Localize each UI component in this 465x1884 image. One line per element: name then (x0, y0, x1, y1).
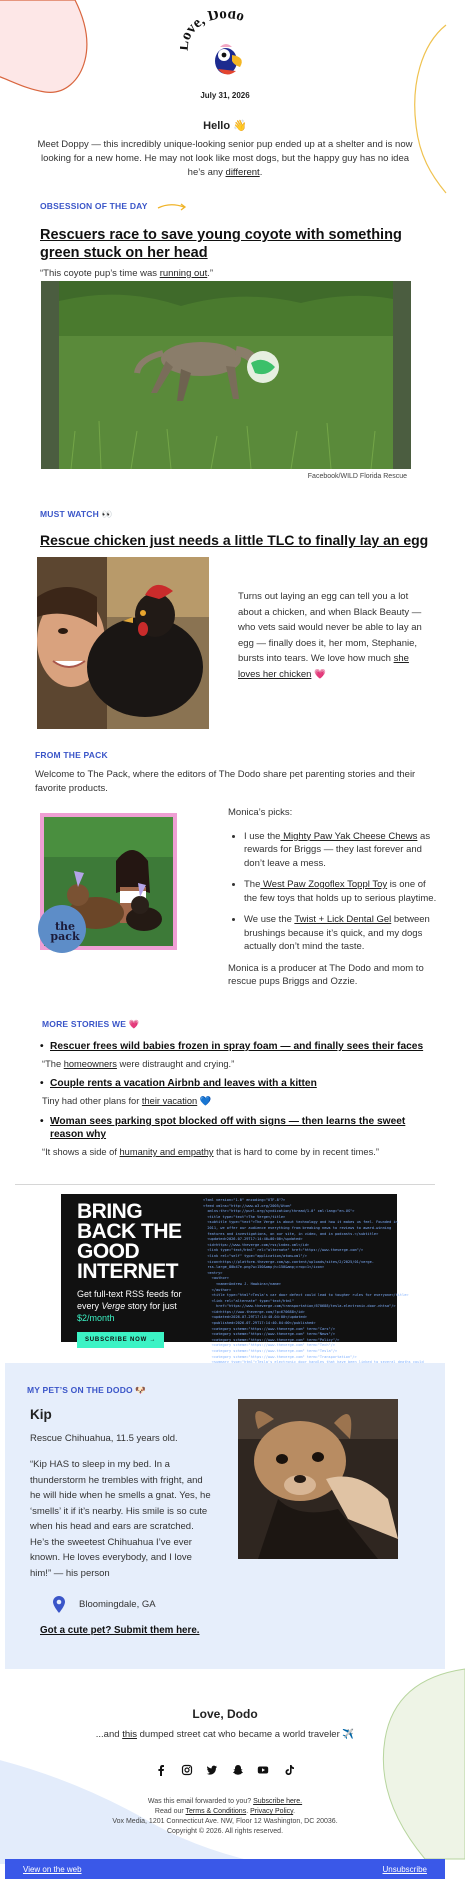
instagram-icon[interactable] (181, 1764, 193, 1776)
ad-text: Get full-text RSS feeds for every (77, 1289, 182, 1311)
obsession-headline[interactable]: Rescuers race to save young coyote with something green stuck on her head (40, 226, 402, 261)
chicken-video-thumbnail[interactable] (37, 557, 209, 729)
subscribe-link[interactable]: Subscribe here. (253, 1798, 303, 1805)
social-links (155, 1764, 295, 1776)
obsession-label (40, 201, 420, 212)
email-container (5, 5, 445, 1879)
must-watch-link[interactable]: she loves her chicken (238, 653, 409, 680)
story-sub-link[interactable]: homeowners (63, 1059, 117, 1069)
greeting-text: Hello (203, 120, 231, 132)
svg-text:Love, Dodo (180, 11, 246, 51)
coyote-photo (41, 281, 411, 469)
address: Vox Media, 1201 Connecticut Ave. NW, Floor 12 Washington, DC 20036. (112, 1818, 338, 1825)
ad-headline: BRING BACK THE GOOD INTERNET (77, 1200, 182, 1283)
pet-image[interactable] (238, 1399, 398, 1559)
must-watch-text: Turns out laying an egg can tell you a lot about a chicken, and when Black Beauty — who vets said would never be able to lay an egg — finally does it, her mom, Stephanie, bursts into tears. We love how much (238, 591, 422, 664)
story-title[interactable]: • Rescuer frees wild babies frozen in spray foam — and finally sees their faces (42, 1040, 432, 1053)
view-on-web-link[interactable]: View on the web (23, 1865, 82, 1874)
pick-item (244, 830, 438, 871)
pet-location-text: Bloomingdale, GA (79, 1599, 156, 1610)
arrow-doodle-icon (156, 202, 190, 212)
ad-price: $2/month (77, 1313, 115, 1323)
must-watch-headline[interactable]: Rescue chicken just needs a little TLC to finally lay an egg (40, 532, 429, 548)
story-title[interactable]: • Woman sees parking spot blocked off with signs — then learns the sweet reason why (42, 1115, 432, 1141)
obsession-label-text: OBSESSION OF THE DAY (40, 201, 148, 211)
unsubscribe-link[interactable]: Unsubscribe (382, 1865, 427, 1874)
pick-text: We use the (244, 914, 295, 925)
pick-link[interactable]: Mighty Paw Yak Cheese Chews (280, 830, 418, 842)
pick-text: The (244, 879, 261, 890)
pet-location (53, 1596, 156, 1613)
story-sub-text: were distraught and crying.” (116, 1059, 235, 1069)
footer-legal (5, 1797, 445, 1837)
pick-text: I use the (244, 830, 281, 842)
chihuahua-photo (238, 1399, 398, 1559)
pick-text: as rewards for Briggs — they last forever and don’t leave a mess. (244, 830, 431, 869)
dog-emoji: 🐶 (135, 1385, 147, 1395)
pack-badge: the pack (50, 920, 80, 943)
story-sub-link[interactable]: humanity and empathy (119, 1147, 214, 1157)
story-sub-text: “The (42, 1059, 64, 1069)
forward-text: Was this email forwarded to you? (147, 1798, 254, 1805)
decorative-blob-footer-left (0, 1724, 275, 1864)
intro-paragraph (35, 138, 415, 180)
heart-emoji: 💗 (314, 668, 326, 680)
ad-subcopy (77, 1288, 197, 1324)
footer-title: Love, Dodo (192, 1707, 258, 1721)
must-watch-label (40, 509, 440, 520)
story-sub-text: “It shows a side of (42, 1147, 120, 1157)
pet-quote: “Kip HAS to sleep in my bed. In a thunderstorm he trembles with fright, and he will hide when he smells a gnat. Yes, he ‘smells’ it if it’s nearby. His smile is so cute when his head and ears are scratched. He’s the sweetest Chihuahua I’ve ever known. He loves everybody, and I love him!” — his person (30, 1459, 211, 1579)
ad-copy (77, 1202, 197, 1348)
story-title[interactable]: • Couple rents a vacation Airbnb and leaves with a kitten (42, 1077, 432, 1090)
footer-tagline (5, 1729, 445, 1740)
policy-line (5, 1807, 445, 1817)
footer-tag-link[interactable]: this (122, 1729, 137, 1740)
terms-link[interactable]: Terms & Conditions (185, 1808, 247, 1815)
picks-list (228, 830, 438, 954)
twitter-icon[interactable] (206, 1764, 218, 1776)
picks-title: Monica’s picks: (228, 807, 293, 818)
date: July 31, 2026 (200, 91, 250, 100)
intro-text: Meet Doppy — this incredibly unique-looking senior pup ended up at a shelter and is now looking for a new home. He may not look like most dogs, but the happy guy has no idea he’s any (37, 139, 413, 178)
privacy-link[interactable]: Privacy Policy (250, 1808, 294, 1815)
pack-label: FROM THE PACK (35, 750, 108, 760)
pets-label-text: MY PET’S ON THE DODO (27, 1385, 133, 1395)
ad-brand: Verge (101, 1301, 126, 1311)
footer-tag-text: dumped street cat who became a world traveler (136, 1729, 340, 1740)
forward-line (5, 1797, 445, 1807)
pick-item (244, 913, 438, 954)
more-stories-label (42, 1019, 432, 1030)
obsession-section (40, 201, 420, 279)
story-subtitle (42, 1059, 432, 1069)
wave-emoji: 👋 (233, 120, 247, 132)
obsession-quote (40, 268, 420, 279)
story-subtitle (42, 1147, 432, 1157)
header (5, 5, 445, 191)
verge-ad-banner[interactable] (61, 1194, 409, 1359)
story-sub-text: that is hard to come by in recent times.” (213, 1147, 379, 1157)
must-watch-label-text: MUST WATCH (40, 509, 99, 519)
pack-section (35, 750, 435, 796)
pack-bio: Monica is a producer at The Dodo and mom to rescue pups Briggs and Ozzie. (228, 962, 424, 987)
copyright: Copyright © 2026. All rights reserved. (166, 1828, 284, 1835)
story-sub-link[interactable]: their vacation (141, 1096, 198, 1106)
pet-description: Rescue Chihuahua, 11.5 years old. (30, 1433, 178, 1444)
story-sub-text: Tiny had other plans for (42, 1096, 142, 1106)
story-item (42, 1115, 432, 1157)
eyes-emoji: 👀 (101, 509, 113, 519)
bottom-bar (5, 1859, 445, 1879)
pack-image[interactable] (40, 813, 177, 950)
intro-end: . (259, 167, 263, 178)
monica-picks (228, 806, 438, 989)
pin-icon (53, 1596, 65, 1613)
pick-text: between brushings because it’s quick, and my dogs actually don’t mind the taste. (244, 914, 430, 952)
must-watch-section (40, 509, 440, 549)
policy-text: . (246, 1808, 251, 1815)
dodo-bird-icon (180, 11, 270, 81)
intro-link[interactable]: different (225, 167, 260, 178)
pet-name: Kip (30, 1407, 52, 1422)
coyote-image[interactable] (41, 281, 411, 469)
policy-text: Read our (154, 1808, 186, 1815)
footer-tag-text: ...and (95, 1729, 123, 1740)
pack-description: Welcome to The Pack, where the editors of The Dodo share pet parenting stories and their favorite products. (35, 769, 416, 794)
pets-label (27, 1385, 146, 1396)
stories-list (42, 1040, 432, 1157)
blue-heart-emoji: 💙 (199, 1096, 212, 1106)
policy-text: . (293, 1808, 296, 1815)
chicken-photo (37, 557, 209, 729)
logo[interactable] (180, 11, 270, 81)
pets-section (5, 1363, 445, 1669)
logo-text: ve, Dodo (182, 11, 247, 37)
quote-link[interactable]: running out (159, 267, 208, 279)
youtube-icon[interactable] (257, 1764, 269, 1776)
submit-pet-link[interactable]: Got a cute pet? Submit them here. (40, 1625, 200, 1636)
story-subtitle (42, 1096, 432, 1107)
greeting (5, 119, 445, 132)
pick-link[interactable]: West Paw Zogoflex Toppl Toy (260, 879, 388, 890)
pick-link[interactable]: Twist + Lick Dental Gel (294, 914, 392, 925)
more-stories-section (42, 1019, 432, 1165)
divider (15, 1184, 435, 1185)
story-item (42, 1040, 432, 1069)
pick-text: is one of the few toys that holds up to serious playtime. (244, 879, 437, 904)
pick-item (244, 878, 438, 905)
story-item (42, 1077, 432, 1107)
footer (5, 1669, 445, 1859)
image-credit: Facebook/WILD Florida Rescue (307, 473, 407, 480)
more-stories-label-text: MORE STORIES WE (42, 1019, 127, 1029)
must-watch-body (238, 589, 423, 682)
ad-rss-code: <?xml version="1.0" encoding="UTF-8"?> <feed xmlns="http://www.w3.org/2005/Atom" xmlns:thr="http://purl.org/syndication/thread/1.0" xml:lang="en-US"> <title type="text">The Verge</title> <subtitle type="text">The Verge is about technology and how it makes us feel. Founded in 2011, we offer our audience everything from breaking news to reviews to award-winning features and investigations, on our site, in video, and in podcasts.</subtitle> <updated>2026-07-29T17:14:40+00:00</updated> <id>https://www.theverge.com/rss/index.xml</id> <link type="text/html" rel="alternate" href="https://www.theverge.com"/> <link rel="self" type="application/atom+xml"/> <icon>https://platform.theverge.com/wp-content/uploads/sites/2/2025/01/verge- rss-large_80b47e.png?w=150&amp;h=150&amp;crop=1</icon> <entry> <author> <name>Andrew J. Hawkins</name> </author> <title type="html">Tesla's car door defect could lead to tougher rules for everyone</title> <link rel="alternate" type="text/html" href="https://www.theverge.com/transportation/670688/tesla-electronic-door-nhtsa"/> <id>https://www.theverge.com/?p=670688</id> <updated>2026-07-29T17:14:40-04:00</updated> <published>2026-07-29T17:14:40-04:00</published> <category scheme="https://www.theverge.com" term="Cars"/> <category scheme="https://www.theverge.com" term="News"/> <category scheme="https://www.theverge.com" term="Policy"/> <category scheme="https://www.theverge.com" term="Tech"/> <category scheme="https://www.theverge.com" term="Tesla"/> <category scheme="https://www.theverge.com" term="Transportation"/> (203, 1198, 409, 1359)
facebook-icon[interactable] (155, 1764, 167, 1776)
quote-end: .” (207, 267, 214, 279)
heart-emoji: 💗 (128, 1019, 140, 1029)
airplane-emoji: ✈️ (342, 1729, 355, 1740)
tiktok-icon[interactable] (283, 1764, 295, 1776)
ad-text: story for just (125, 1301, 177, 1311)
quote-text: “This coyote pup’s time was (40, 267, 160, 279)
subscribe-now-button[interactable]: SUBSCRIBE NOW → (77, 1332, 164, 1348)
snapchat-icon[interactable] (232, 1764, 244, 1776)
